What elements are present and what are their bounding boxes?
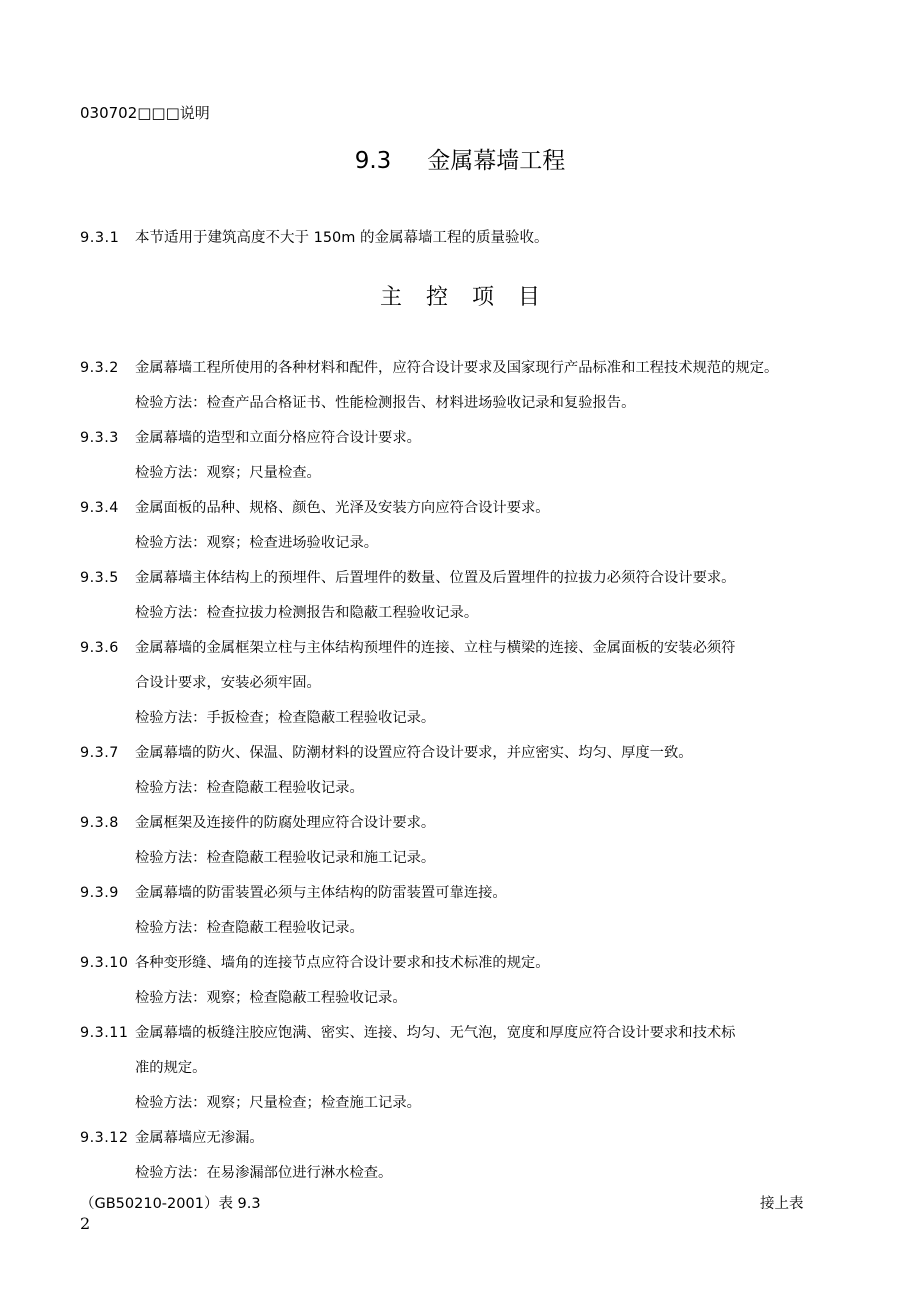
clause-text: 金属面板的品种、规格、颜色、光泽及安装方向应符合设计要求。: [135, 500, 550, 516]
inspection-method: 检验方法：检查隐蔽工程验收记录。: [135, 780, 364, 796]
clause-number: 9.3.3: [80, 430, 119, 446]
footer-continued: 接上表: [760, 1196, 804, 1212]
clause-text: 金属幕墙的造型和立面分格应符合设计要求。: [135, 430, 421, 446]
clause-text: 合设计要求，安装必须牢固。: [135, 675, 321, 691]
clause-number: 9.3.11: [80, 1025, 129, 1041]
page-number: 2: [80, 1214, 91, 1233]
clause-text: 金属幕墙的防火、保温、防潮材料的设置应符合设计要求，并应密实、均匀、厚度一致。: [135, 745, 693, 761]
inspection-method: 检验方法：在易渗漏部位进行淋水检查。: [135, 1165, 393, 1181]
clause-item: [80, 811, 840, 846]
footer-source: （GB50210-2001）表 9.3: [80, 1196, 261, 1212]
inspection-method: 检验方法：手扳检查；检查隐蔽工程验收记录。: [135, 710, 436, 726]
inspection-method: 检验方法：检查拉拔力检测报告和隐蔽工程验收记录。: [135, 605, 479, 621]
clause-item: [80, 636, 840, 671]
clause-text: 本节适用于建筑高度不大于 150m 的金属幕墙工程的质量验收。: [135, 230, 549, 246]
clause-number: 9.3.8: [80, 815, 119, 831]
section-number: 9.3: [354, 148, 392, 174]
section-title: [0, 142, 920, 175]
inspection-method: 检验方法：检查隐蔽工程验收记录。: [135, 920, 364, 936]
clause-item: [80, 951, 840, 986]
clause-number: 9.3.1: [80, 230, 120, 246]
inspection-method: 检验方法：检查产品合格证书、性能检测报告、材料进场验收记录和复验报告。: [135, 395, 636, 411]
clause-text: 金属幕墙的板缝注胶应饱满、密实、连接、均匀、无气泡，宽度和厚度应符合设计要求和技术标: [135, 1025, 736, 1041]
clause-continuation: [80, 1056, 840, 1091]
clause-item: [80, 1126, 840, 1161]
clause-item: [80, 881, 840, 916]
clause-number: 9.3.4: [80, 500, 119, 516]
inspection-method: 检验方法：观察；尺量检查。: [135, 465, 321, 481]
clause-text: 金属幕墙的金属框架立柱与主体结构预埋件的连接、立柱与横梁的连接、金属面板的安装必须符: [135, 640, 736, 656]
clause-text: 各种变形缝、墙角的连接节点应符合设计要求和技术标准的规定。: [135, 955, 550, 971]
intro-clause: [80, 226, 549, 247]
clause-list: [80, 356, 840, 1196]
inspection-method: 检验方法：检查隐蔽工程验收记录和施工记录。: [135, 850, 436, 866]
clause-text: 金属幕墙工程所使用的各种材料和配件，应符合设计要求及国家现行产品标准和工程技术规范的规定。: [135, 360, 779, 376]
clause-number: 9.3.5: [80, 570, 119, 586]
clause-item: [80, 741, 840, 776]
subheading-main-control-items: 主控项目: [379, 285, 564, 310]
inspection-method: 检验方法：观察；检查隐蔽工程验收记录。: [135, 990, 407, 1006]
document-code: 030702□□□说明: [80, 104, 210, 122]
clause-text: 金属幕墙主体结构上的预埋件、后置埋件的数量、位置及后置埋件的拉拔力必须符合设计要求。: [135, 570, 736, 586]
section-title-text: 金属幕墙工程: [427, 148, 566, 174]
clause-text: 准的规定。: [135, 1060, 207, 1076]
clause-continuation: [80, 671, 840, 706]
clause-number: 9.3.6: [80, 640, 119, 656]
clause-number: 9.3.10: [80, 955, 129, 971]
clause-item: [80, 1021, 840, 1056]
clause-number: 9.3.12: [80, 1130, 129, 1146]
clause-item: [80, 426, 840, 461]
clause-text: 金属框架及连接件的防腐处理应符合设计要求。: [135, 815, 436, 831]
inspection-method: 检验方法：观察；尺量检查；检查施工记录。: [135, 1095, 421, 1111]
clause-text: 金属幕墙的防雷装置必须与主体结构的防雷装置可靠连接。: [135, 885, 507, 901]
clause-item: [80, 496, 840, 531]
clause-number: 9.3.7: [80, 745, 119, 761]
clause-item: [80, 356, 840, 391]
clause-number: 9.3.2: [80, 360, 119, 376]
inspection-method: 检验方法：观察；检查进场验收记录。: [135, 535, 379, 551]
clause-text: 金属幕墙应无渗漏。: [135, 1130, 264, 1146]
clause-item: [80, 566, 840, 601]
clause-number: 9.3.9: [80, 885, 119, 901]
